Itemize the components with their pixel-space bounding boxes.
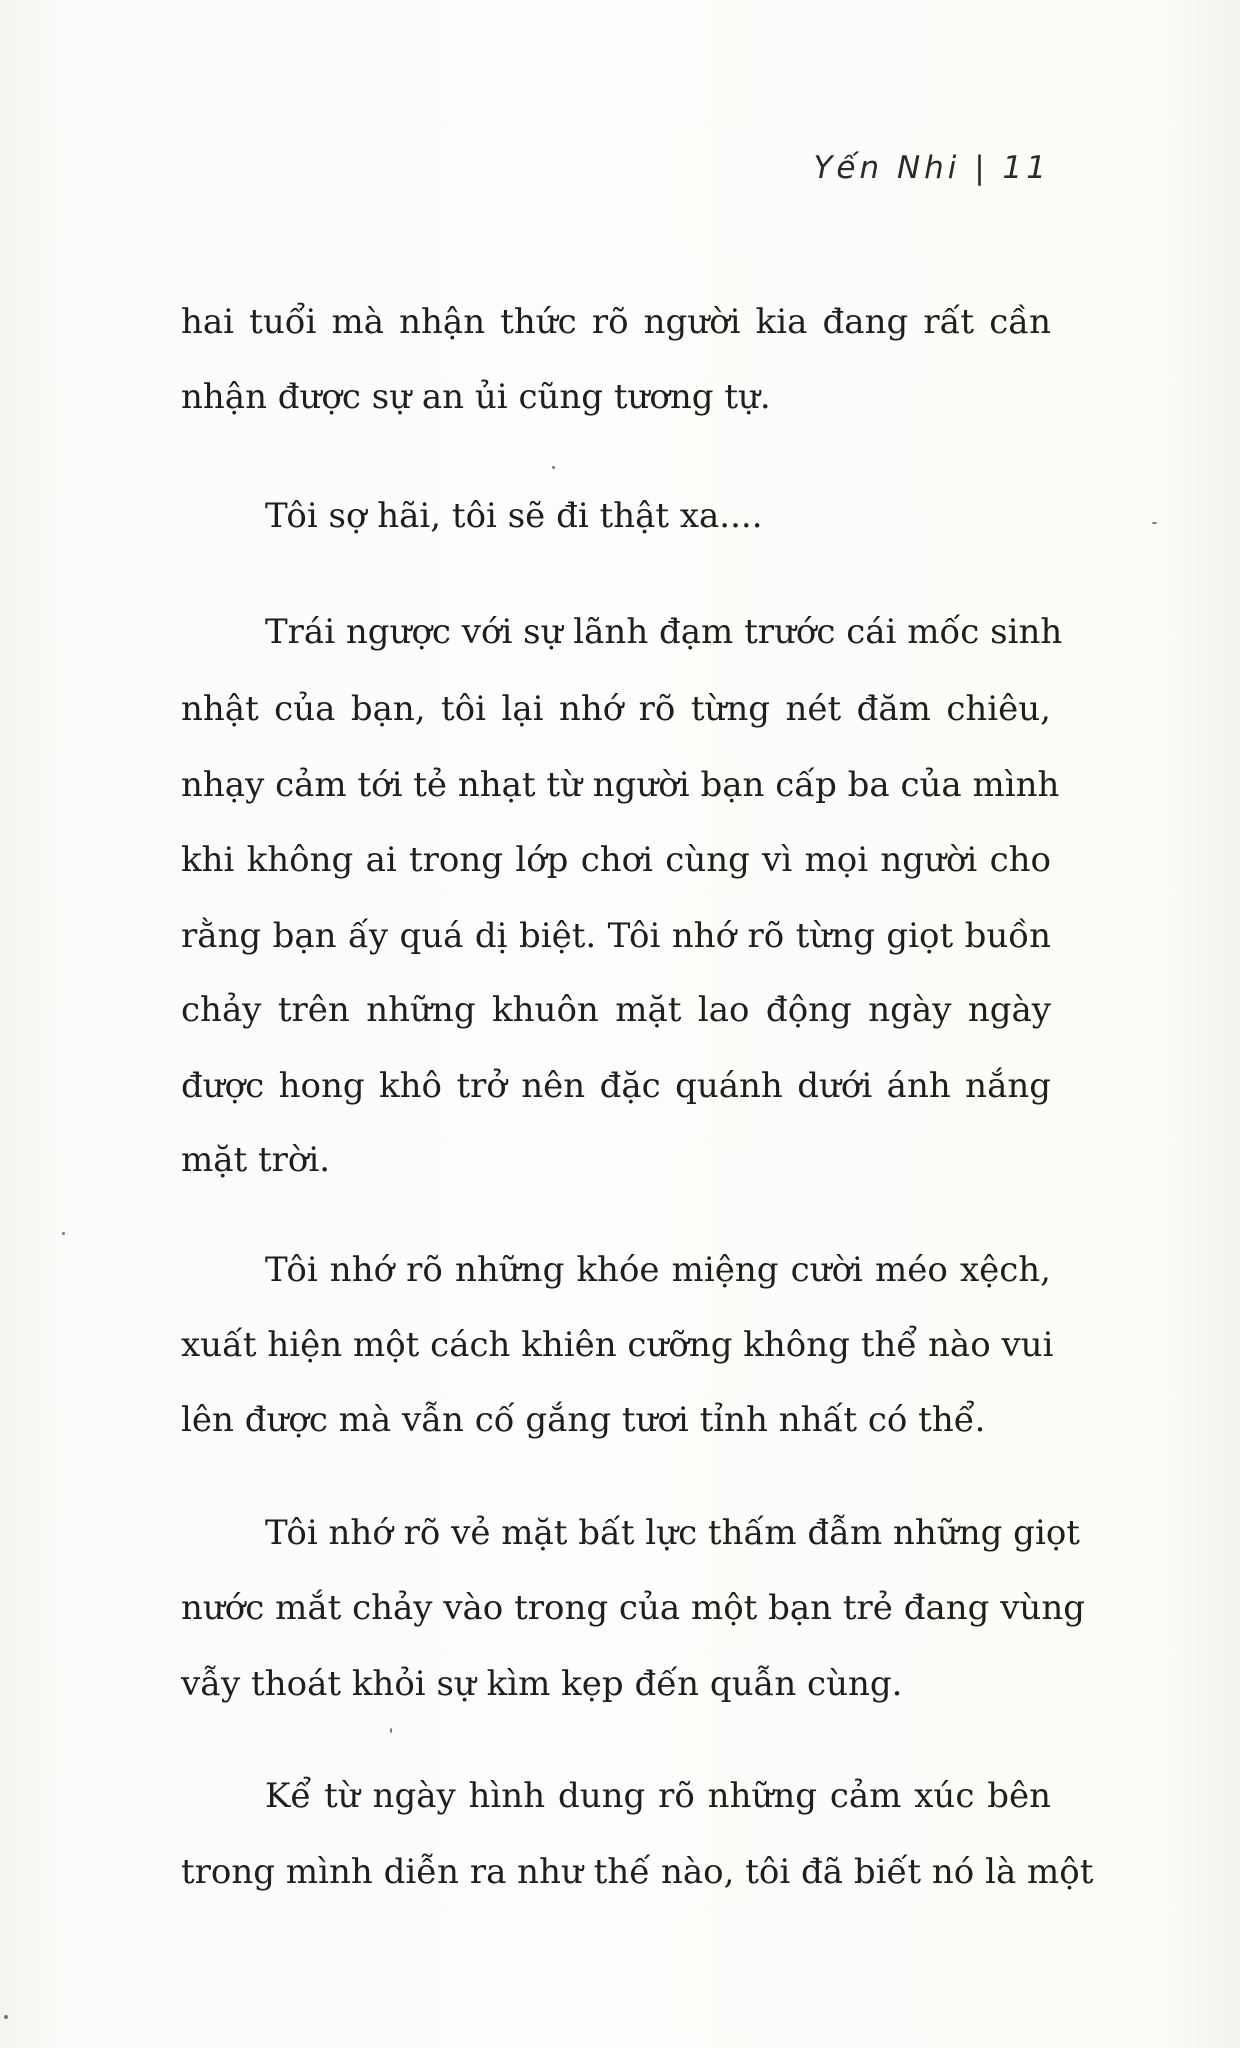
text-line: trong mình diễn ra như thế nào, tôi đã biết nó là một: [181, 1852, 1094, 1892]
text-line: được hong khô trở nên đặc quánh dưới ánh nắng: [181, 1066, 1051, 1106]
text-line: chảy trên những khuôn mặt lao động ngày ngày: [181, 990, 1051, 1030]
text-line: nước mắt chảy vào trong của một bạn trẻ đang vùng: [181, 1588, 1085, 1628]
text-line: hai tuổi mà nhận thức rõ người kia đang rất cần: [181, 302, 1051, 342]
text-line: Tôi nhớ rõ những khóe miệng cười méo xệch,: [265, 1250, 1051, 1290]
text-line: vẫy thoát khỏi sự kìm kẹp đến quẫn cùng.: [181, 1664, 903, 1704]
text-line: Tôi nhớ rõ vẻ mặt bất lực thấm đẫm những giọt: [265, 1513, 1080, 1553]
dust-speck: [1152, 522, 1157, 524]
text-line: mặt trời.: [181, 1140, 331, 1180]
text-line: Kể từ ngày hình dung rõ những cảm xúc bên: [265, 1776, 1051, 1816]
text-line: nhật của bạn, tôi lại nhớ rõ từng nét đăm chiêu,: [181, 689, 1051, 729]
running-header: Yến Nhi | 11: [813, 150, 1050, 186]
dust-speck: [390, 1728, 392, 1733]
dust-speck: [62, 1232, 65, 1235]
dust-speck: [552, 466, 555, 469]
text-line: xuất hiện một cách khiên cưỡng không thể nào vui: [181, 1325, 1054, 1365]
text-line: nhận được sự an ủi cũng tương tự.: [181, 377, 771, 417]
text-line: nhạy cảm tới tẻ nhạt từ người bạn cấp ba của mình: [181, 765, 1060, 805]
text-line: rằng bạn ấy quá dị biệt. Tôi nhớ rõ từng giọt buồn: [181, 916, 1051, 956]
text-line: Trái ngược với sự lãnh đạm trước cái mốc sinh: [265, 612, 1063, 652]
text-line: lên được mà vẫn cố gắng tươi tỉnh nhất có thể.: [181, 1400, 986, 1440]
text-line: Tôi sợ hãi, tôi sẽ đi thật xa....: [265, 496, 763, 536]
dust-speck: [4, 2015, 8, 2019]
text-line: khi không ai trong lớp chơi cùng vì mọi người cho: [181, 840, 1051, 880]
